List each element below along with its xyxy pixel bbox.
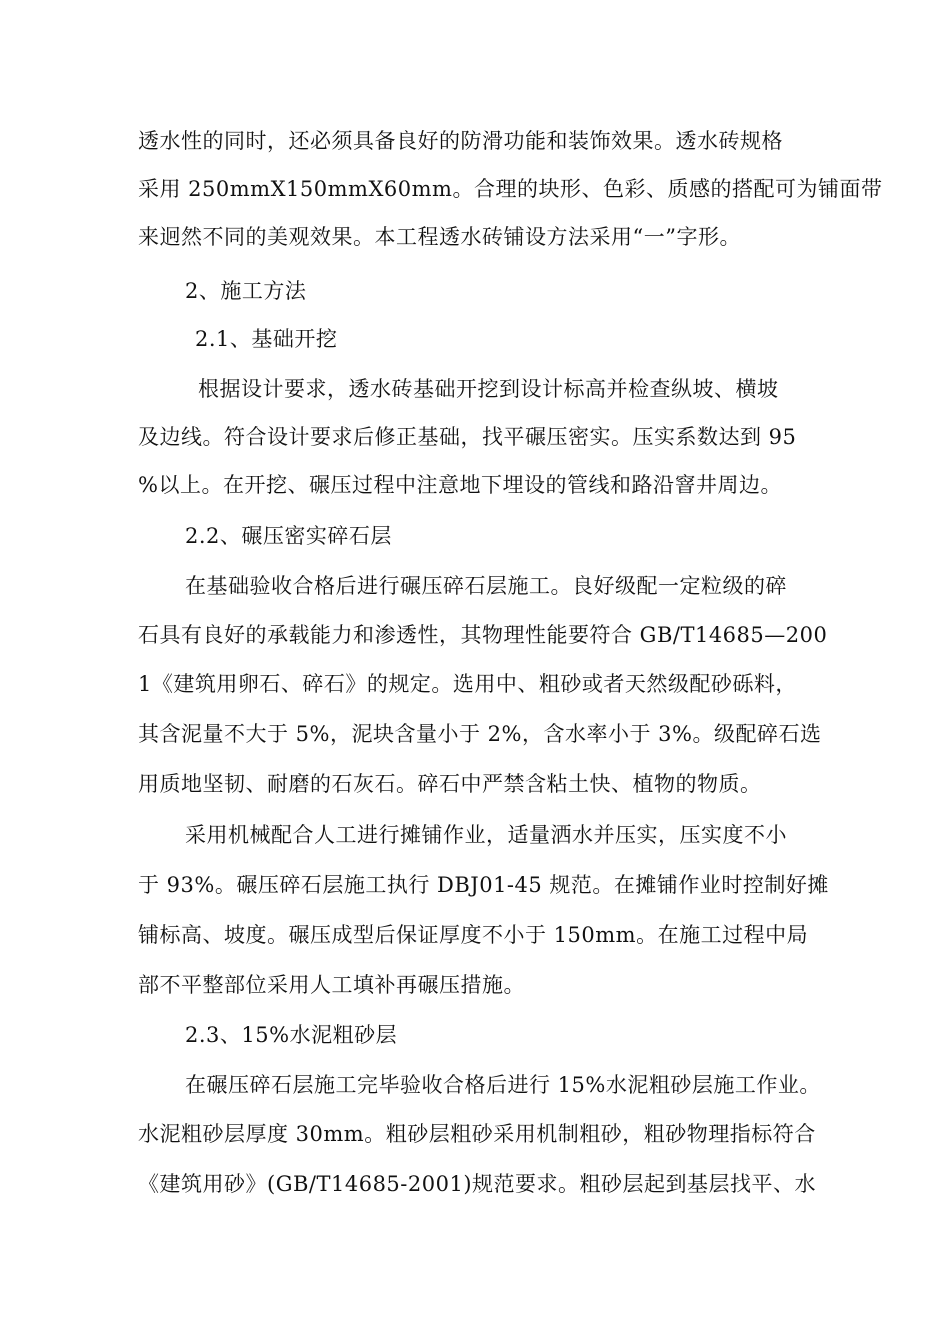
paragraph-line: 来迥然不同的美观效果。本工程透水砖铺设方法采用“一”字形。	[138, 225, 741, 249]
paragraph-line: 用质地坚韧、耐磨的石灰石。碎石中严禁含粘土快、植物的物质。	[138, 772, 762, 796]
paragraph-line: 1《建筑用卵石、碎石》的规定。选用中、粗砂或者天然级配砂砾料，	[138, 672, 797, 696]
paragraph-line: 采用 250mmX150mmX60mm。合理的块形、色彩、质感的搭配可为铺面带	[138, 177, 883, 201]
paragraph-line: 透水性的同时，还必须具备良好的防滑功能和装饰效果。透水砖规格	[138, 129, 783, 153]
subsection-heading: 2.2、碾压密实碎石层	[185, 524, 392, 548]
paragraph-line: 根据设计要求，透水砖基础开挖到设计标高并检查纵坡、横坡	[198, 377, 779, 401]
paragraph-line: %以上。在开挖、碾压过程中注意地下埋设的管线和路沿窨井周边。	[138, 473, 782, 497]
paragraph-line: 《建筑用砂》(GB/T14685-2001)规范要求。粗砂层起到基层找平、水	[138, 1172, 817, 1196]
paragraph-line: 在基础验收合格后进行碾压碎石层施工。良好级配一定粒级的碎	[185, 574, 787, 598]
paragraph-line: 部不平整部位采用人工填补再碾压措施。	[138, 973, 525, 997]
paragraph-line: 于 93%。碾压碎石层施工执行 DBJ01-45 规范。在摊铺作业时控制好摊	[138, 873, 829, 897]
section-heading: 2、施工方法	[185, 279, 307, 303]
paragraph-line: 石具有良好的承载能力和渗透性，其物理性能要符合 GB/T14685—200	[138, 623, 828, 647]
paragraph-line: 在碾压碎石层施工完毕验收合格后进行 15%水泥粗砂层施工作业。	[185, 1073, 821, 1097]
paragraph-line: 水泥粗砂层厚度 30mm。粗砂层粗砂采用机制粗砂，粗砂物理指标符合	[138, 1122, 816, 1146]
subsection-heading: 2.1、基础开挖	[195, 327, 338, 351]
paragraph-line: 采用机械配合人工进行摊铺作业，适量洒水并压实，压实度不小	[185, 823, 787, 847]
paragraph-line: 铺标高、坡度。碾压成型后保证厚度不小于 150mm。在施工过程中局	[138, 923, 809, 947]
paragraph-line: 及边线。符合设计要求后修正基础，找平碾压密实。压实系数达到 95	[138, 425, 797, 449]
paragraph-line: 其含泥量不大于 5%，泥块含量小于 2%，含水率小于 3%。级配碎石选	[138, 722, 822, 746]
subsection-heading: 2.3、15%水泥粗砂层	[185, 1023, 398, 1047]
